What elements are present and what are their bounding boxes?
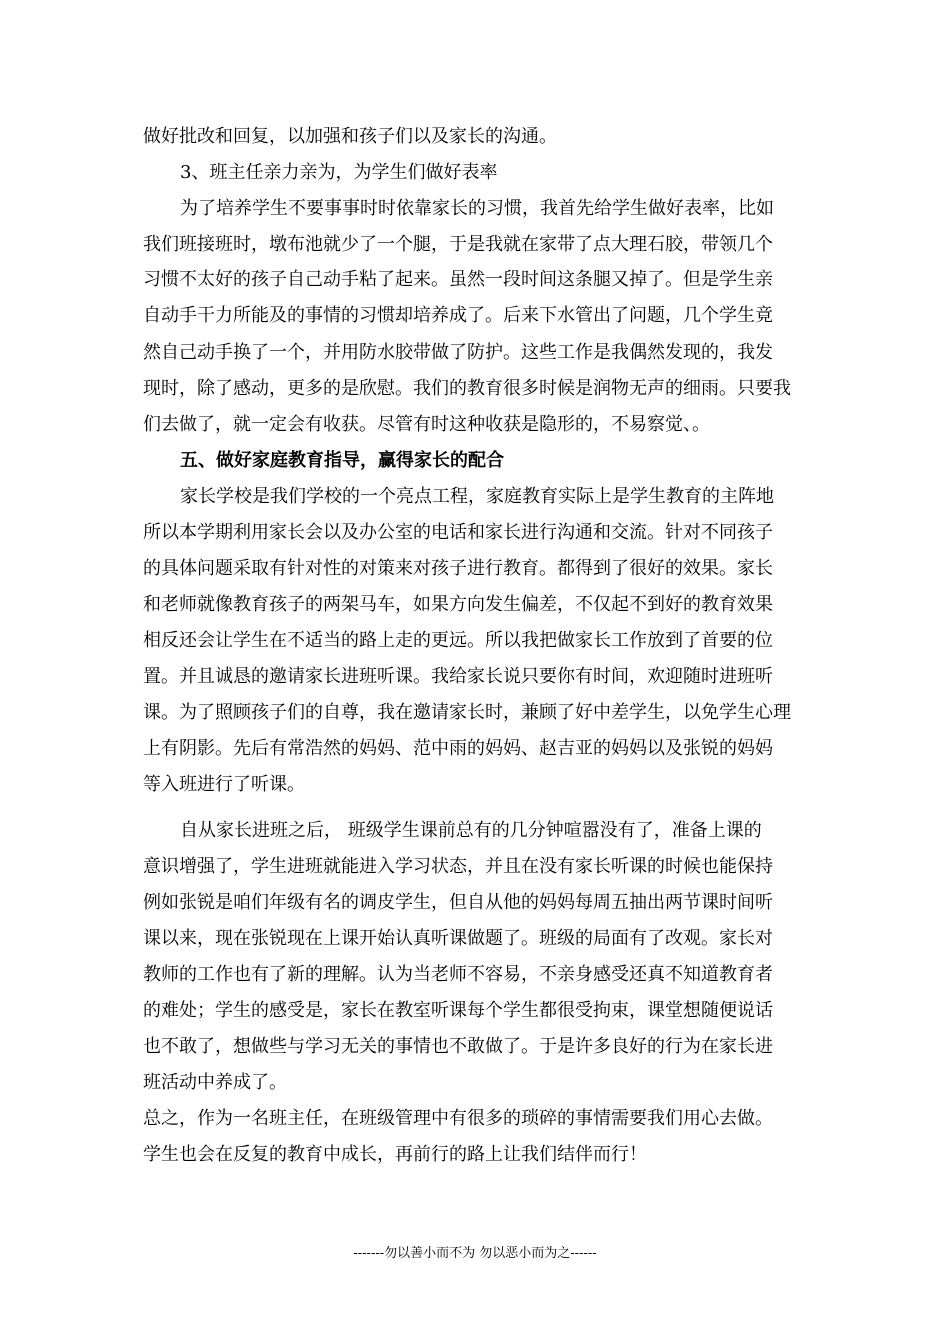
paragraph-line: 学生也会在反复的教育中成长，再前行的路上让我们结伴而行！ — [143, 1144, 647, 1165]
paragraph-line: 例如张锐是咱们年级有名的调皮学生，但自从他的妈妈每周五抽出两节课时间听 — [143, 892, 773, 913]
paragraph-line: 然自己动手换了一个，并用防水胶带做了防护。这些工作是我偶然发现的，我发 — [143, 342, 773, 363]
paragraph-line: 意识增强了，学生进班就能进入学习状态，并且在没有家长听课的时候也能保持 — [143, 856, 773, 877]
page-footer: -------勿以善小而不为 勿以恶小而为之------ — [353, 1246, 597, 1261]
paragraph-line: 们去做了，就一定会有收获。尽管有时这种收获是隐形的，不易察觉、。 — [143, 414, 710, 435]
paragraph-line: 自动手干力所能及的事情的习惯却培养成了。后来下水管出了问题，几个学生竟 — [143, 305, 773, 326]
paragraph-line: 课。为了照顾孩子们的自尊，我在邀请家长时，兼顾了好中差学生，以免学生心理 — [143, 702, 791, 723]
paragraph-line: 做好批改和回复，以加强和孩子们以及家长的沟通。 — [143, 126, 557, 147]
paragraph-line: 课以来，现在张锐现在上课开始认真听课做题了。班级的局面有了改观。家长对 — [143, 928, 773, 949]
paragraph-line: 和老师就像教育孩子的两架马车，如果方向发生偏差，不仅起不到好的教育效果 — [143, 594, 773, 615]
paragraph-line: 现时，除了感动，更多的是欣慰。我们的教育很多时候是润物无声的细雨。只要我 — [143, 378, 791, 399]
paragraph-line: 上有阴影。先后有常浩然的妈妈、范中雨的妈妈、赵吉亚的妈妈以及张锐的妈妈 — [143, 738, 773, 759]
paragraph-line: 的难处；学生的感受是，家长在教室听课每个学生都很受拘束，课堂想随便说话 — [143, 1000, 773, 1021]
paragraph-line: 家长学校是我们学校的一个亮点工程，家庭教育实际上是学生教育的主阵地 — [180, 486, 774, 507]
paragraph-line: 教师的工作也有了新的理解。认为当老师不容易，不亲身感受还真不知道教育者 — [143, 964, 773, 985]
section-heading: 五、做好家庭教育指导，赢得家长的配合 — [180, 450, 504, 471]
paragraph-line: 习惯不太好的孩子自己动手粘了起来。虽然一段时间这条腿又掉了。但是学生亲 — [143, 269, 773, 290]
paragraph-line: 自从家长进班之后， 班级学生课前总有的几分钟喧嚣没有了，准备上课的 — [180, 820, 762, 841]
paragraph-line: 所以本学期利用家长会以及办公室的电话和家长进行沟通和交流。针对不同孩子 — [143, 522, 773, 543]
paragraph-line: 的具体问题采取有针对性的对策来对孩子进行教育。都得到了很好的效果。家长 — [143, 558, 773, 579]
paragraph-line: 相反还会让学生在不适当的路上走的更远。所以我把做家长工作放到了首要的位 — [143, 630, 773, 651]
paragraph-line: 为了培养学生不要事事时时依靠家长的习惯，我首先给学生做好表率，比如 — [180, 198, 774, 219]
paragraph-line: 我们班接班时，墩布池就少了一个腿，于是我就在家带了点大理石胶，带领几个 — [143, 234, 773, 255]
paragraph-line: 班活动中养成了。 — [143, 1072, 287, 1093]
paragraph-line: 置。并且诚恳的邀请家长进班听课。我给家长说只要你有时间，欢迎随时进班听 — [143, 666, 773, 687]
subheading-line: 3、班主任亲力亲为，为学生们做好表率 — [180, 162, 498, 183]
paragraph-line: 总之，作为一名班主任，在班级管理中有很多的琐碎的事情需要我们用心去做。 — [143, 1108, 773, 1129]
paragraph-line: 等入班进行了听课。 — [143, 774, 305, 795]
paragraph-line: 也不敢了，想做些与学习无关的事情也不敢做了。于是许多良好的行为在家长进 — [143, 1036, 773, 1057]
